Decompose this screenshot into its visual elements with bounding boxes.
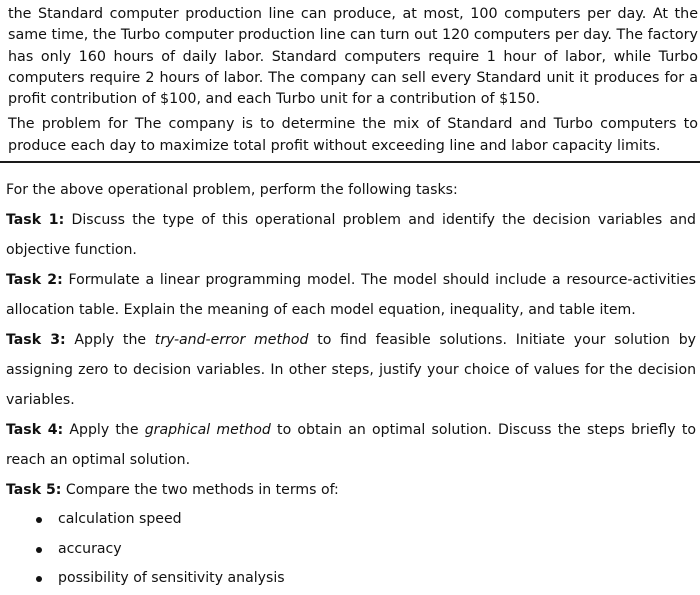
bullet-icon <box>36 576 42 582</box>
tasks-intro: For the above operational problem, perform the following tasks: <box>6 182 458 198</box>
task-1-label: Task 1: <box>6 212 65 228</box>
task-5-text: Compare the two methods in terms of: <box>61 482 339 498</box>
comparison-point-1: calculation speed <box>58 511 182 527</box>
task-2-text: Formulate a linear programming model. The model should include a resource-activities allocation table. Explain the meaning of each model equation, inequality, and table item. <box>6 272 696 318</box>
task-4-method: graphical method <box>144 422 271 438</box>
problem-statement-box <box>0 0 700 163</box>
list-item <box>36 535 696 565</box>
task-3-text-before: Apply the <box>65 332 155 348</box>
task-3-method: try-and-error method <box>154 332 309 348</box>
problem-paragraph-2: The problem for The company is to determine the mix of Standard and Turbo computers to produce each day to maximize total profit without exceeding line and labor capacity limits. <box>8 116 698 154</box>
task-4-text-before: Apply the <box>63 422 145 438</box>
comparison-list <box>6 505 696 594</box>
task-3-label: Task 3: <box>6 332 66 348</box>
task-4-label: Task 4: <box>6 422 64 438</box>
task-5-label: Task 5: <box>6 482 62 498</box>
task-3-text-after: to find feasible solutions. Initiate your solution by assigning zero to decision variables. In other steps, justify your choice of values for the decision variables. <box>6 332 696 408</box>
bullet-icon <box>36 547 42 553</box>
task-2 <box>6 265 696 325</box>
problem-paragraph-1: the Standard computer production line can produce, at most, 100 computers per day. At the same time, the Turbo computer production line can turn out 120 computers per day. The factory has only 160 hours of daily labor. Standard computers require 1 hour of labor, while Turbo computers require 2 hours of labor. The company can sell every Standard unit it produces for a profit contribution of $100, and each Turbo unit for a contribution of $150. <box>8 6 698 108</box>
task-section <box>0 167 700 594</box>
task-3 <box>6 325 696 415</box>
comparison-point-2: accuracy <box>58 540 122 557</box>
task-4 <box>6 415 696 475</box>
list-item <box>36 505 696 535</box>
comparison-point-3: possibility of sensitivity analysis <box>58 570 285 586</box>
task-5 <box>6 475 696 505</box>
bullet-icon <box>36 517 42 523</box>
list-item <box>36 564 696 594</box>
task-2-label: Task 2: <box>6 272 63 288</box>
task-1-text: Discuss the type of this operational problem and identify the decision variables and objective function. <box>6 212 696 258</box>
task-4-text-after: to obtain an optimal solution. Discuss the steps briefly to reach an optimal solution. <box>6 422 696 468</box>
task-1 <box>6 205 696 265</box>
